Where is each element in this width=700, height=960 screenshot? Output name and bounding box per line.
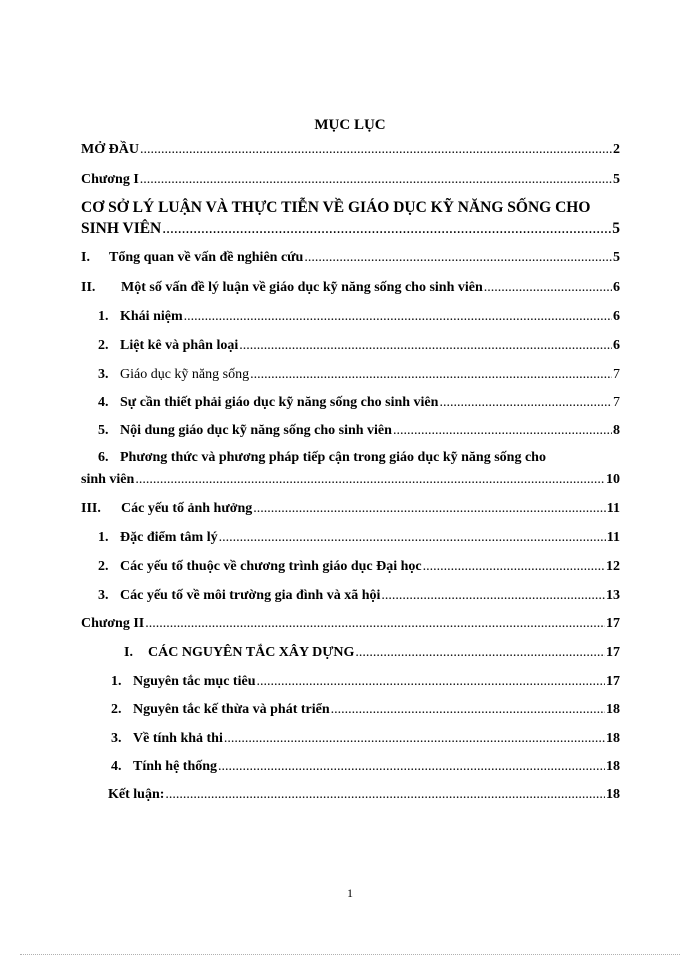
toc-label: Các yếu tố về môi trường gia đình và xã hội (120, 588, 381, 603)
toc-label: Nguyên tắc kế thừa và phát triển (133, 702, 330, 717)
toc-number: 3. (111, 731, 122, 746)
toc-entry-chuong-1[interactable] (81, 171, 620, 189)
page-number: 1 (347, 886, 353, 900)
page-divider (20, 954, 680, 955)
toc-label: Giáo dục kỹ năng sống (120, 367, 250, 382)
toc-number: 1. (111, 674, 122, 689)
leader-dots (135, 471, 605, 489)
toc-number: 4. (98, 395, 109, 410)
leader-dots (484, 279, 612, 297)
leader-dots (250, 366, 612, 384)
leader-dots (381, 587, 605, 605)
toc-number: 3. (98, 367, 109, 382)
toc-page-number: 5 (612, 220, 620, 237)
leader-dots (393, 422, 612, 440)
leader-dots (140, 141, 612, 159)
toc-label: Đặc điểm tâm lý (120, 530, 218, 545)
toc-entry-mo-dau[interactable] (81, 141, 620, 159)
toc-number: 2. (98, 338, 109, 353)
leader-dots (219, 529, 606, 547)
toc-label: MỞ ĐẦU (81, 142, 139, 157)
leader-dots (304, 249, 612, 267)
toc-label: Chương II (81, 616, 145, 631)
leader-dots (184, 308, 612, 326)
toc-entry-section-3-1[interactable] (98, 529, 620, 547)
toc-entry-chuong-2-item-2[interactable] (111, 701, 620, 719)
toc-entry-chuong-2-item-4[interactable] (111, 758, 620, 776)
toc-page-number: 8 (613, 423, 620, 438)
toc-page-number: 5 (613, 172, 620, 187)
toc-entry-chuong-2-item-1[interactable] (111, 673, 620, 691)
toc-number: 4. (111, 759, 122, 774)
toc-page-number: 6 (613, 280, 620, 295)
toc-entry-ket-luan[interactable] (108, 786, 620, 804)
leader-dots (218, 758, 605, 776)
toc-entry-section-3[interactable] (81, 500, 620, 518)
toc-label-line1: Phương thức và phương pháp tiếp cận trong giáo dục kỹ năng sống cho (120, 450, 546, 465)
leader-dots (423, 558, 605, 576)
toc-page-number: 18 (606, 759, 620, 774)
toc-page-number: 6 (613, 309, 620, 324)
toc-label: Một số vấn đề lý luận về giáo dục kỹ năng sống cho sinh viên (121, 280, 483, 295)
toc-label: Tổng quan về vấn đề nghiên cứu (109, 250, 304, 265)
toc-page-number: 17 (606, 645, 620, 660)
leader-dots (224, 730, 605, 748)
toc-label: Các yếu tố thuộc về chương trình giáo dục Đại học (120, 559, 422, 574)
toc-number: 3. (98, 588, 109, 603)
toc-label-line2: SINH VIÊN (81, 220, 162, 237)
toc-label: Nội dung giáo dục kỹ năng sống cho sinh viên (120, 423, 392, 438)
toc-page-number: 7 (613, 367, 620, 382)
toc-number: I. (81, 250, 90, 265)
toc-entry-section-2[interactable] (81, 279, 620, 297)
toc-label-line2: sinh viên (81, 472, 135, 487)
toc-label: Kết luận: (108, 787, 165, 802)
toc-page-number: 12 (606, 559, 620, 574)
toc-number: 2. (111, 702, 122, 717)
toc-entry-chuong-2-section-1[interactable] (124, 644, 620, 662)
toc-label: Liệt kê và phân loại (120, 338, 239, 353)
toc-label: Nguyên tắc mục tiêu (133, 674, 256, 689)
toc-page-number: 5 (613, 250, 620, 265)
toc-label: Chương I (81, 172, 139, 187)
toc-label: Các yếu tố ảnh hưởng (121, 501, 253, 516)
toc-page-number: 2 (613, 142, 620, 157)
toc-number: 6. (98, 450, 109, 465)
toc-page-number: 7 (613, 395, 620, 410)
toc-entry-section-3-3[interactable] (98, 587, 620, 605)
toc-label: CÁC NGUYÊN TẮC XÂY DỰNG (148, 645, 355, 660)
toc-page-number: 17 (606, 674, 620, 689)
leader-dots (355, 644, 605, 662)
toc-label: Sự cần thiết phải giáo dục kỹ năng sống cho sinh viên (120, 395, 439, 410)
toc-number: III. (81, 501, 101, 516)
toc-number: 1. (98, 309, 109, 324)
toc-label: Tính hệ thống (133, 759, 218, 774)
toc-label-line1: CƠ SỞ LÝ LUẬN VÀ THỰC TIỄN VỀ GIÁO DỤC KỸ NĂNG SỐNG CHO (81, 199, 591, 216)
toc-entry-section-1[interactable] (81, 249, 620, 267)
toc-entry-section-3-2[interactable] (98, 558, 620, 576)
toc-page-number: 10 (606, 472, 620, 487)
toc-entry-section-2-1[interactable] (98, 308, 620, 326)
toc-page-number: 18 (606, 731, 620, 746)
leader-dots (253, 500, 605, 518)
toc-entry-section-2-2[interactable] (98, 337, 620, 355)
toc-page-number: 17 (606, 616, 620, 631)
leader-dots (162, 220, 611, 238)
toc-entry-section-2-3[interactable] (98, 366, 620, 384)
toc-number: II. (81, 280, 96, 295)
toc-label: Khái niệm (120, 309, 183, 324)
toc-entry-section-2-5[interactable] (98, 422, 620, 440)
leader-dots (145, 615, 605, 633)
leader-dots (165, 786, 605, 804)
toc-page-number: 13 (606, 588, 620, 603)
toc-entry-chuong-2[interactable] (81, 615, 620, 633)
toc-number: 1. (98, 530, 109, 545)
toc-entry-section-2-4[interactable] (98, 394, 620, 412)
toc-page-number: 11 (606, 501, 620, 516)
toc-entry-chuong-2-item-3[interactable] (111, 730, 620, 748)
toc-number: I. (124, 645, 133, 660)
toc-label: Về tính khả thi (133, 731, 223, 746)
toc-number: 5. (98, 423, 109, 438)
leader-dots (140, 171, 612, 189)
toc-page-number: 11 (606, 530, 620, 545)
leader-dots (331, 701, 605, 719)
leader-dots (239, 337, 612, 355)
toc-page-number: 18 (606, 702, 620, 717)
leader-dots (257, 673, 606, 691)
toc-page-number: 6 (613, 338, 620, 353)
toc-title: MỤC LỤC (314, 117, 386, 133)
toc-entry-chuong-1-title[interactable] (81, 199, 620, 238)
toc-page-number: 18 (606, 787, 620, 802)
toc-entry-section-2-6[interactable] (81, 449, 620, 489)
toc-number: 2. (98, 559, 109, 574)
leader-dots (439, 394, 612, 412)
